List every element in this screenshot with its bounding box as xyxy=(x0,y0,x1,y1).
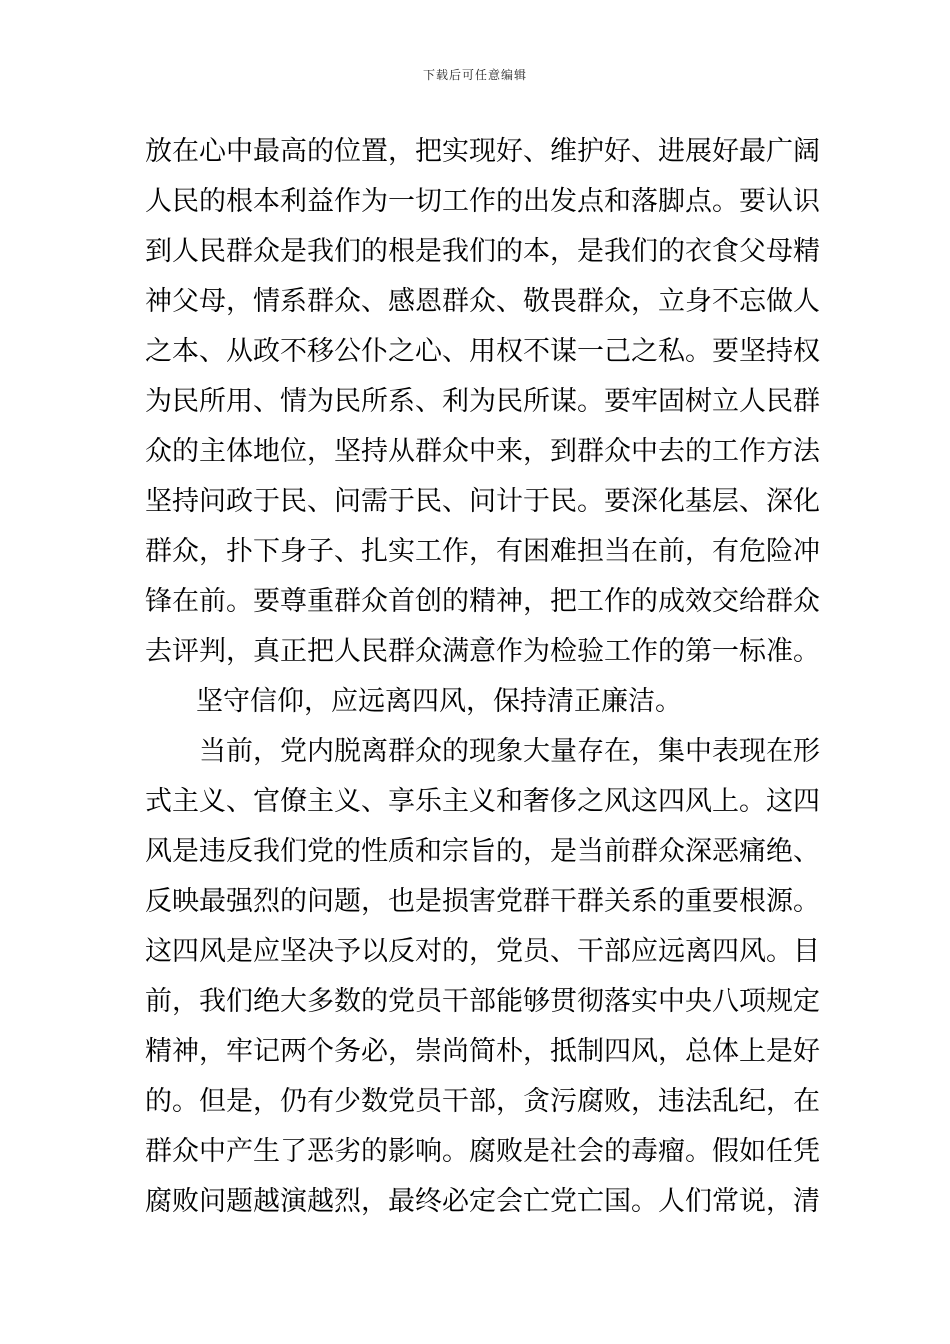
text-line: 式主义、官僚主义、享乐主义和奢侈之风这四风上。这四 xyxy=(145,786,820,817)
document-body xyxy=(145,127,820,1227)
section-heading: 坚守信仰，应远离四风，保持清正廉洁。 xyxy=(196,686,682,717)
text-line: 锋在前。要尊重群众首创的精神，把工作的成效交给群众 xyxy=(145,586,820,617)
text-line: 精神，牢记两个务必，崇尚简朴，抵制四风，总体上是好 xyxy=(145,1036,820,1067)
paragraph-2 xyxy=(145,727,820,1227)
text-line: 坚持问政于民、问需于民、问计于民。要深化基层、深化 xyxy=(145,486,820,517)
text-line: 为民所用、情为民所系、利为民所谋。要牢固树立人民群 xyxy=(145,386,820,417)
text-line: 神父母，情系群众、感恩群众、敬畏群众，立身不忘做人 xyxy=(145,286,820,317)
text-line: 这四风是应坚决予以反对的，党员、干部应远离四风。目 xyxy=(145,936,820,967)
text-line: 之本、从政不移公仆之心、用权不谋一己之私。要坚持权 xyxy=(145,336,820,367)
page-header: 下载后可任意编辑 xyxy=(422,68,527,82)
text-line: 反映最强烈的问题，也是损害党群干群关系的重要根源。 xyxy=(145,886,820,917)
text-line: 人民的根本利益作为一切工作的出发点和落脚点。要认识 xyxy=(145,186,820,217)
paragraph-1 xyxy=(145,127,820,677)
text-line: 众的主体地位，坚持从群众中来，到群众中去的工作方法 xyxy=(145,436,820,467)
text-line: 群众，扑下身子、扎实工作，有困难担当在前，有危险冲 xyxy=(145,536,820,567)
text-line: 当前，党内脱离群众的现象大量存在，集中表现在形 xyxy=(199,736,820,767)
text-line: 的。但是，仍有少数党员干部，贪污腐败，违法乱纪，在 xyxy=(145,1086,820,1117)
text-line: 前，我们绝大多数的党员干部能够贯彻落实中央八项规定 xyxy=(145,986,820,1017)
text-line: 去评判，真正把人民群众满意作为检验工作的第一标准。 xyxy=(145,636,820,667)
text-line: 风是违反我们党的性质和宗旨的，是当前群众深恶痛绝、 xyxy=(145,836,820,867)
text-line: 腐败问题越演越烈，最终必定会亡党亡国。人们常说，清 xyxy=(145,1186,820,1217)
text-line: 到人民群众是我们的根是我们的本，是我们的衣食父母精 xyxy=(145,236,820,267)
text-line: 放在心中最高的位置，把实现好、维护好、进展好最广阔 xyxy=(145,136,820,167)
text-line: 群众中产生了恶劣的影响。腐败是社会的毒瘤。假如任凭 xyxy=(145,1136,820,1167)
